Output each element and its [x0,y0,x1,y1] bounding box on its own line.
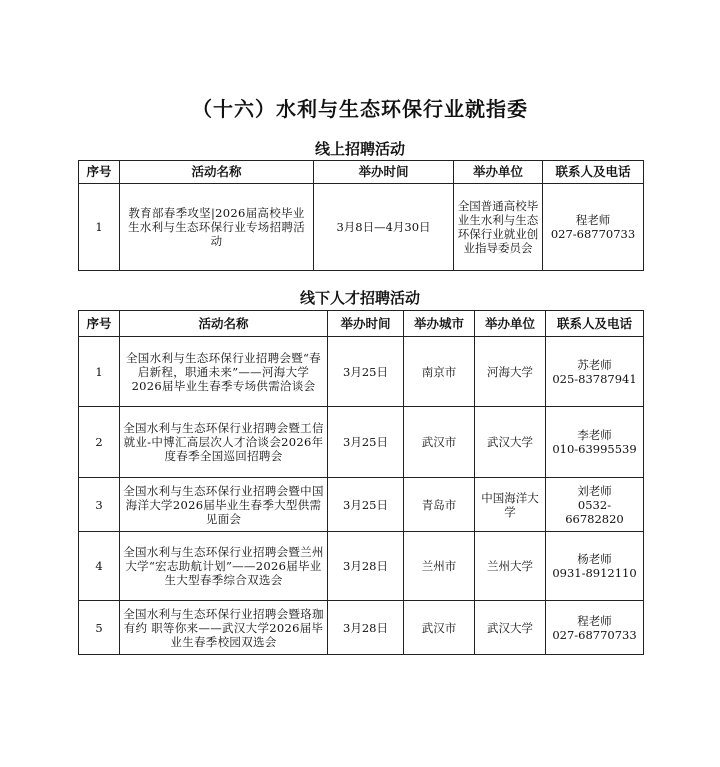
activity-time: 3月8日—4月30日 [314,184,454,271]
table-row [79,532,644,601]
table-row [79,478,644,532]
contact-name: 程老师 [577,613,612,628]
activity-time: 3月28日 [328,601,404,655]
row-number: 3 [79,478,120,532]
activity-time: 3月25日 [328,478,404,532]
contact-cell [546,532,644,601]
activity-name: 教育部春季攻坚|2026届高校毕业生水利与生态环保行业专场招聘活动 [120,184,314,271]
table-row [79,184,644,271]
contact-cell [546,478,644,532]
row-number: 1 [79,184,120,271]
table-header-row [79,311,644,337]
offline-recruitment-table [78,310,644,655]
contact-name: 杨老师 [577,552,612,566]
organizer: 武汉大学 [475,407,546,478]
activity-time: 3月25日 [328,337,404,407]
organizer: 武汉大学 [475,601,546,655]
table-row [79,337,644,407]
activity-name: 全国水利与生态环保行业招聘会暨工信就业-中博汇高层次人才洽谈会2026年度春季全国巡回招聘会 [120,407,328,478]
table-header-row [79,161,644,184]
page-title: （十六）水利与生态环保行业就指委 [192,97,528,121]
column-header: 举办时间 [314,161,454,184]
contact-cell [546,337,644,407]
city: 青岛市 [404,478,475,532]
column-header: 举办时间 [328,311,404,337]
row-number: 5 [79,601,120,655]
contact-phone: 027-68770733 [552,627,637,642]
column-header: 举办单位 [454,161,543,184]
contact-cell [543,184,644,271]
offline-section-title: 线下人才招聘活动 [299,289,420,307]
column-header: 联系人及电话 [543,161,644,184]
contact-phone: 010-63995539 [552,442,637,456]
column-header: 活动名称 [120,161,314,184]
organizer: 兰州大学 [475,532,546,601]
table-row [79,601,644,655]
organizer: 全国普通高校毕业生水利与生态环保行业就业创业指导委员会 [454,184,543,271]
online-recruitment-table [78,160,644,271]
activity-name: 全国水利与生态环保行业招聘会暨“春启新程，职通未来”——河海大学2026届毕业生春季专场供需洽谈会 [120,337,328,407]
column-header: 序号 [79,311,120,337]
contact-phone: 025-83787941 [552,371,637,386]
city: 武汉市 [404,601,475,655]
contact-cell [546,601,644,655]
row-number: 1 [79,337,120,407]
city: 南京市 [404,337,475,407]
row-number: 4 [79,532,120,601]
column-header: 联系人及电话 [546,311,644,337]
activity-name: 全国水利与生态环保行业招聘会暨兰州大学“宏志助航计划”——2026届毕业生大型春季综合双选会 [120,532,328,601]
contact-phone: 0532-66782820 [565,497,624,526]
column-header: 序号 [79,161,120,184]
city: 武汉市 [404,407,475,478]
organizer: 中国海洋大学 [475,478,546,532]
activity-time: 3月25日 [328,407,404,478]
contact-cell [546,407,644,478]
online-section-title: 线上招聘活动 [314,140,405,158]
city: 兰州市 [404,532,475,601]
row-number: 2 [79,407,120,478]
contact-phone: 0931-8912110 [552,566,637,580]
contact-name: 李老师 [577,428,612,442]
contact-name: 程老师 [575,213,611,227]
column-header: 举办城市 [404,311,475,337]
contact-phone: 027-68770733 [550,227,636,241]
contact-name: 刘老师 [577,483,612,498]
table-row [79,407,644,478]
column-header: 举办单位 [475,311,546,337]
organizer: 河海大学 [475,337,546,407]
activity-name: 全国水利与生态环保行业招聘会暨珞珈有约 职等你来——武汉大学2026届毕业生春季校园双选会 [120,601,328,655]
column-header: 活动名称 [120,311,328,337]
activity-name: 全国水利与生态环保行业招聘会暨中国海洋大学2026届毕业生春季大型供需见面会 [120,478,328,532]
activity-time: 3月28日 [328,532,404,601]
contact-name: 苏老师 [577,357,612,372]
